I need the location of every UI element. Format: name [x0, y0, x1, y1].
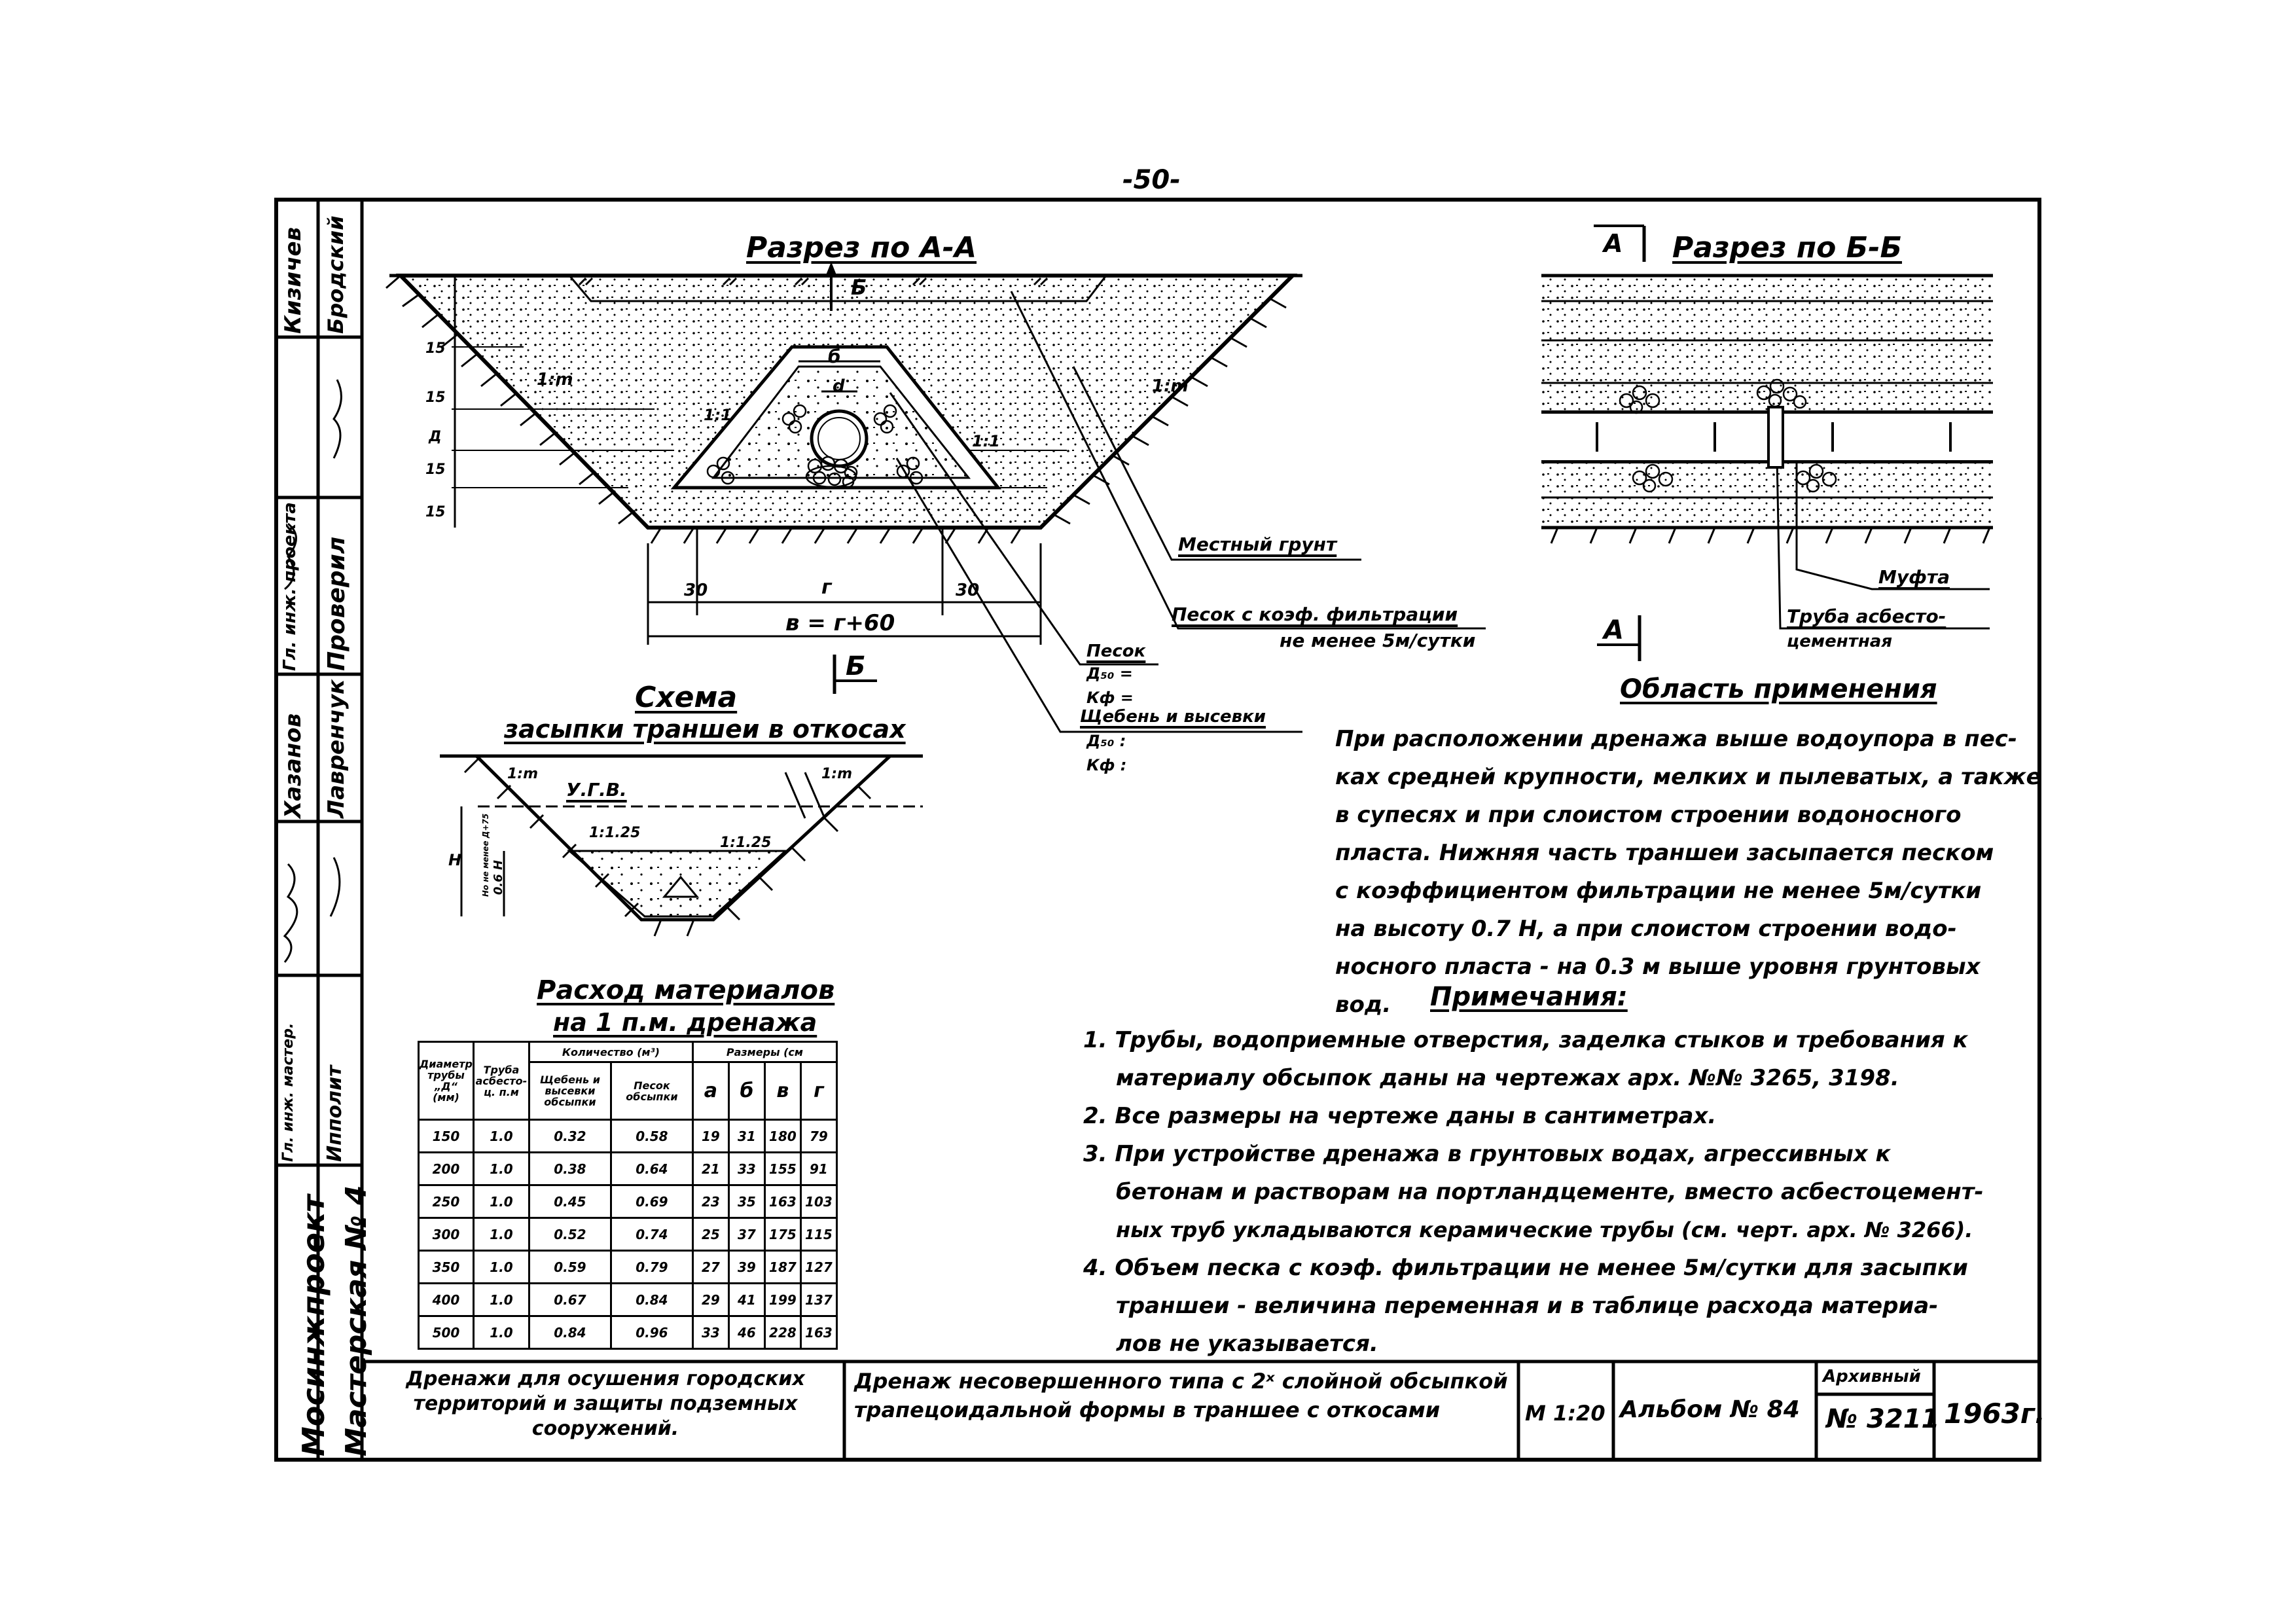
callout-pipe: Труба асбесто- [1787, 605, 1946, 627]
signature-scribbles [285, 380, 341, 962]
section-aa-bottom-dim: в = г+60 [785, 610, 895, 636]
callout-sand-filter-2: не менее 5м/сутки [1280, 630, 1476, 651]
note-line-8: траншеи - величина переменная и в таблице расхода материа- [1116, 1293, 1939, 1319]
materials-title-1: Расход материалов [537, 975, 835, 1005]
table-cell: 41 [728, 1284, 764, 1316]
stamp-archive-label: Архивный [1823, 1367, 1921, 1386]
section-aa-title: Разрез по А-А [746, 231, 977, 264]
application-line-1: При расположении дренажа выше водоупора в пес- [1335, 726, 2018, 752]
stamp-name-6: Хазанов [280, 713, 306, 818]
section-aa-height-2: 15 [425, 461, 446, 478]
header-gravel: Щебень и высевки обсыпки [529, 1062, 611, 1120]
section-aa-dim-30-right: 30 [956, 581, 980, 600]
note-line-2: материалу обсыпок даны на чертежах арх. №№ 3265, 3198. [1116, 1065, 1899, 1091]
scheme-hmin: Но не менее Д+75 [481, 813, 490, 897]
note-line-9: лов не указывается. [1116, 1331, 1378, 1357]
stamp-org: Мосинжпроект [296, 1195, 331, 1456]
table-cell: 200 [419, 1153, 474, 1185]
scheme-slope-3: 1:1.25 [720, 835, 772, 851]
section-aa-slope-inner-right: 1:1 [972, 432, 1000, 450]
table-cell: 0.74 [611, 1218, 692, 1251]
stamp-name-5: Кизичев [280, 226, 306, 334]
table-cell: 21 [692, 1153, 728, 1185]
table-cell: 115 [800, 1218, 836, 1251]
stamp-name-3: Проверил [323, 536, 350, 671]
section-bb-cut-label-top: А [1604, 229, 1623, 258]
stamp-role-1: Гл. инж. мастер. [280, 1022, 296, 1162]
table-row [419, 1316, 837, 1349]
table-cell: 1.0 [473, 1185, 529, 1218]
table-cell: 150 [419, 1120, 474, 1153]
scheme-title-1: Схема [635, 681, 738, 714]
table-cell: 1.0 [473, 1316, 529, 1349]
table-cell: 187 [764, 1251, 800, 1284]
section-aa-slope-inner-left: 1:1 [704, 406, 732, 424]
table-cell: 500 [419, 1316, 474, 1349]
table-cell: 163 [800, 1316, 836, 1349]
table-cell: 228 [764, 1316, 800, 1349]
section-bb-drawing [1541, 226, 1993, 661]
callout-d-gravel: Д₅₀ : [1086, 732, 1126, 750]
table-cell: 0.84 [611, 1284, 692, 1316]
materials-title-2: на 1 п.м. дренажа [553, 1008, 817, 1037]
table-cell: 1.0 [473, 1284, 529, 1316]
table-cell: 103 [800, 1185, 836, 1218]
table-cell: 23 [692, 1185, 728, 1218]
stamp-sheet-title: Дренаж несовершенного типа с 2ˣ слойной обсыпкой трапецоидальной формы в траншее с откосами [854, 1369, 1508, 1422]
section-aa-height-1: 15 [425, 504, 446, 520]
table-cell: 1.0 [473, 1218, 529, 1251]
table-cell: 0.32 [529, 1120, 611, 1153]
stamp-archive-no: № 3211 [1826, 1404, 1940, 1434]
callout-kf-gravel: Кф : [1086, 756, 1127, 774]
note-line-1: 1. Трубы, водоприемные отверстия, заделка стыков и требования к [1083, 1027, 1968, 1053]
header-sand: Песок обсыпки [611, 1062, 692, 1120]
callout-coupling: Муфта [1878, 566, 1950, 588]
scheme-h: Н [448, 851, 462, 869]
table-cell: 300 [419, 1218, 474, 1251]
table-cell: 31 [728, 1120, 764, 1153]
table-cell: 35 [728, 1185, 764, 1218]
table-cell: 79 [800, 1120, 836, 1153]
section-aa-cut-label: Б [851, 275, 867, 300]
table-cell: 91 [800, 1153, 836, 1185]
note-line-4: 3. При устройстве дренажа в грунтовых водах, агрессивных к [1083, 1141, 1891, 1167]
section-aa-dim-g: г [821, 576, 832, 599]
section-aa-top-dim: б [828, 346, 841, 367]
callout-sand: Песок [1086, 641, 1146, 661]
header-dims: Размеры (см [692, 1042, 836, 1062]
table-cell: 37 [728, 1218, 764, 1251]
stamp-year: 1963г. [1944, 1398, 2045, 1430]
application-line-7: носного пласта - на 0.3 м выше уровня грунтовых [1335, 954, 1981, 980]
notes-title: Примечания: [1430, 982, 1628, 1012]
header-a: а [692, 1062, 728, 1120]
scheme-slope-2: 1:1.25 [589, 825, 641, 841]
section-aa-height-5: 15 [425, 340, 446, 357]
scheme-ugv: У.Г.В. [566, 779, 627, 801]
stamp-album: Альбом № 84 [1620, 1396, 1800, 1423]
section-bb-cut-label-bottom: А [1604, 615, 1624, 645]
table-cell: 46 [728, 1316, 764, 1349]
table-cell: 0.79 [611, 1251, 692, 1284]
table-cell: 19 [692, 1120, 728, 1153]
note-line-7: 4. Объем песка с коэф. фильтрации не менее 5м/сутки для засыпки [1083, 1255, 1968, 1281]
page-number: -50- [1122, 165, 1181, 195]
section-aa-pipe-label: d [833, 376, 845, 396]
table-row [419, 1218, 837, 1251]
table-cell: 199 [764, 1284, 800, 1316]
table-cell: 1.0 [473, 1153, 529, 1185]
note-line-3: 2. Все размеры на чертеже даны в сантиметрах. [1083, 1103, 1717, 1129]
header-diameter: Диаметр трубы „Д“ (мм) [419, 1042, 474, 1120]
table-cell: 1.0 [473, 1120, 529, 1153]
stamp-role-3: Гл. инж. проекта [280, 502, 300, 671]
section-aa-dim-30-left: 30 [684, 581, 708, 600]
table-cell: 137 [800, 1284, 836, 1316]
table-cell: 1.0 [473, 1251, 529, 1284]
table-cell: 0.58 [611, 1120, 692, 1153]
header-v: в [764, 1062, 800, 1120]
stamp-name-1: Ипполит [323, 1065, 346, 1162]
table-cell: 33 [692, 1316, 728, 1349]
table-cell: 0.38 [529, 1153, 611, 1185]
table-cell: 29 [692, 1284, 728, 1316]
header-pipe: Труба асбесто-ц. п.м [473, 1042, 529, 1120]
table-row [419, 1251, 837, 1284]
table-cell: 0.84 [529, 1316, 611, 1349]
table-row [419, 1120, 837, 1153]
section-bb-title: Разрез по Б-Б [1672, 231, 1903, 264]
materials-table [418, 1041, 838, 1350]
scheme-title-2: засыпки траншеи в откосах [504, 715, 906, 744]
callout-sand-filter: Песок с коэф. фильтрации [1172, 604, 1458, 625]
application-line-6: на высоту 0.7 Н, а при слоистом строении водо- [1335, 916, 1957, 942]
table-cell: 400 [419, 1284, 474, 1316]
application-line-3: в супесях и при слоистом строении водоносного [1335, 802, 1962, 828]
table-cell: 127 [800, 1251, 836, 1284]
application-line-2: ках средней крупности, мелких и пылеватых, а также [1335, 764, 2041, 790]
table-cell: 180 [764, 1120, 800, 1153]
callout-pipe-2: цементная [1787, 632, 1893, 651]
application-line-4: пласта. Нижняя часть траншеи засыпается песком [1335, 840, 1994, 866]
table-header-row [419, 1042, 837, 1062]
scheme-slope-4: 1:m [821, 766, 853, 782]
table-cell: 0.96 [611, 1316, 692, 1349]
application-line-5: с коэффициентом фильтрации не менее 5м/сутки [1335, 878, 1982, 904]
application-title: Область применения [1620, 674, 1937, 704]
table-cell: 163 [764, 1185, 800, 1218]
stamp-scale: М 1:20 [1525, 1401, 1605, 1426]
section-aa-height-3: Д [429, 429, 442, 445]
header-quantity: Количество (м³) [529, 1042, 692, 1062]
table-cell: 175 [764, 1218, 800, 1251]
scheme-h06: 0.6 Н [492, 859, 506, 895]
header-b: б [728, 1062, 764, 1120]
callout-local-soil: Местный грунт [1178, 533, 1337, 555]
table-cell: 250 [419, 1185, 474, 1218]
stamp-workshop: Мастерская № 4 [340, 1185, 373, 1456]
table-cell: 350 [419, 1251, 474, 1284]
section-aa-slope-outer-right: 1:m [1152, 376, 1189, 396]
table-cell: 0.64 [611, 1153, 692, 1185]
table-cell: 0.59 [529, 1251, 611, 1284]
stamp-project: Дренажи для осушения городских территорий и защиты подземных сооружений. [406, 1367, 805, 1440]
table-row [419, 1284, 837, 1316]
table-row [419, 1153, 837, 1185]
note-line-5: бетонам и растворам на портландцементе, вместо асбестоцемент- [1116, 1179, 1984, 1205]
stamp-name-4: Бродский [323, 215, 348, 334]
table-cell: 0.69 [611, 1185, 692, 1218]
table-cell: 0.52 [529, 1218, 611, 1251]
table-cell: 39 [728, 1251, 764, 1284]
table-row [419, 1185, 837, 1218]
application-line-8: вод. [1335, 992, 1391, 1018]
table-cell: 155 [764, 1153, 800, 1185]
scheme-drawing [440, 756, 923, 936]
section-aa-height-4: 15 [425, 389, 446, 406]
table-cell: 0.45 [529, 1185, 611, 1218]
table-body [419, 1120, 837, 1349]
note-line-6: ных труб укладываются керамические трубы (см. черт. арх. № 3266). [1116, 1218, 1973, 1242]
stamp-name-2: Лавренчук [323, 679, 350, 818]
table-cell: 0.67 [529, 1284, 611, 1316]
section-aa-slope-outer-left: 1:m [537, 370, 573, 389]
callout-d-sand: Д₅₀ = [1086, 664, 1133, 683]
table-cell: 25 [692, 1218, 728, 1251]
callout-kf-sand: Кф = [1086, 689, 1134, 707]
table-cell: 27 [692, 1251, 728, 1284]
section-aa-cut-label-bottom: Б [846, 651, 866, 681]
callout-gravel: Щебень и высевки [1080, 707, 1266, 727]
header-g: г [800, 1062, 836, 1120]
scheme-slope-1: 1:m [507, 766, 539, 782]
table-cell: 33 [728, 1153, 764, 1185]
